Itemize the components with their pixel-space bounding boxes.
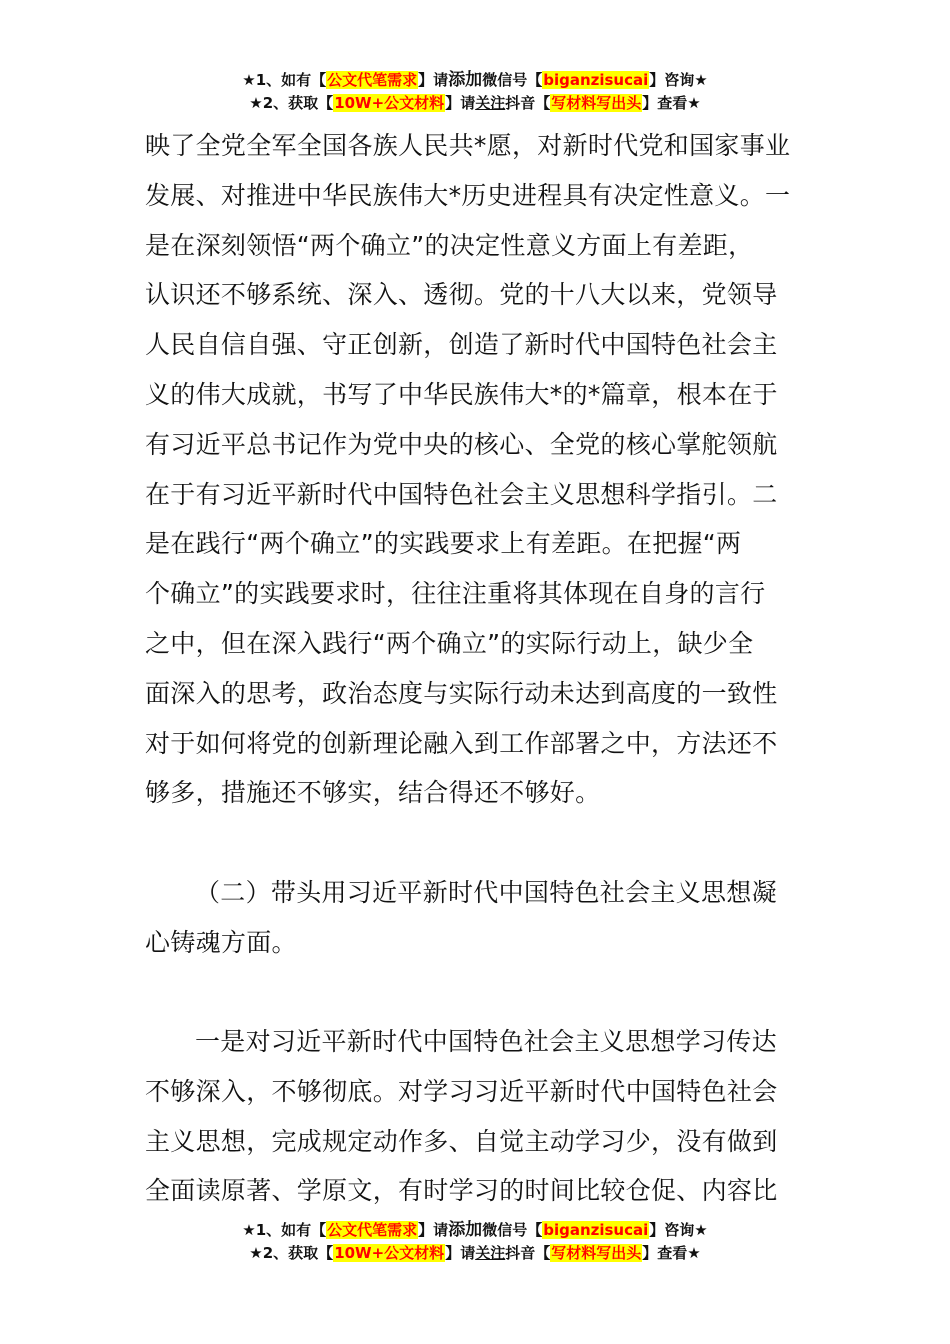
- text-line: 之中，但在深入践行“两个确立”的实际行动上，缺少全: [145, 628, 754, 658]
- text-line: 全面读原著、学原文，有时学习的时间比较仓促、内容比: [145, 1176, 778, 1206]
- banner-line-2: ★2、获取【10W+公文材料】请关注抖音【写材料写出头】查看★: [249, 94, 701, 112]
- banner-douyin-id: 写材料写出头: [551, 94, 642, 112]
- text-line: 发展、对推进中华民族伟大*历史进程具有决定性意义。一: [145, 180, 791, 210]
- text-line: 个确立”的实践要求时，往往注重将其体现在自身的言行: [145, 579, 766, 609]
- banner-highlight: 公文代笔需求: [327, 71, 418, 89]
- text-line: 一是对习近平新时代中国特色社会主义思想学习传达: [195, 1027, 777, 1056]
- banner-wechat-id: biganzisucai: [543, 71, 649, 89]
- banner-wechat-id: biganzisucai: [543, 1221, 649, 1239]
- banner-line-2: ★2、获取【10W+公文材料】请关注抖音【写材料写出头】查看★: [249, 1244, 701, 1262]
- header-banner: [0, 69, 950, 115]
- banner-highlight: 10W+公文材料: [334, 1244, 445, 1262]
- text-line: 人民自信自强、守正创新，创造了新时代中国特色社会主: [145, 330, 778, 360]
- text-line: 是在深刻领悟“两个确立”的决定性意义方面上有差距，: [145, 230, 754, 260]
- text-line: 认识还不够系统、深入、透彻。党的十八大以来，党领导: [145, 280, 778, 310]
- paragraph-2: [145, 1017, 810, 1216]
- text-line: 义的伟大成就，书写了中华民族伟大*的*篇章，根本在于: [145, 379, 778, 409]
- text-line: 面深入的思考，政治态度与实际行动未达到高度的一致性: [145, 678, 778, 708]
- section-heading: [145, 868, 810, 968]
- text-line: 在于有习近平新时代中国特色社会主义思想科学指引。二: [145, 479, 778, 509]
- text-line: 映了全党全军全国各族人民共*愿，对新时代党和国家事业: [145, 131, 791, 160]
- banner-douyin-id: 写材料写出头: [551, 1244, 642, 1262]
- banner-highlight: 公文代笔需求: [327, 1221, 418, 1239]
- heading-line: （二）带头用习近平新时代中国特色社会主义思想凝: [195, 878, 777, 907]
- banner-line-1: ★1、如有【公文代笔需求】请添加微信号【biganzisucai】咨询★: [242, 1220, 708, 1240]
- text-line: 对于如何将党的创新理论融入到工作部署之中，方法还不: [145, 728, 778, 758]
- paragraph-1: [145, 121, 810, 818]
- text-line: 主义思想，完成规定动作多、自觉主动学习少，没有做到: [145, 1126, 778, 1156]
- text-line: 有习近平总书记作为党中央的核心、全党的核心掌舵领航: [145, 429, 778, 459]
- footer-banner: [0, 1219, 950, 1265]
- text-line: 不够深入，不够彻底。对学习习近平新时代中国特色社会: [145, 1076, 778, 1106]
- text-line: 够多，措施还不够实，结合得还不够好。: [145, 778, 601, 808]
- text-line: 是在践行“两个确立”的实践要求上有差距。在把握“两: [145, 529, 742, 559]
- heading-line: 心铸魂方面。: [145, 927, 297, 957]
- banner-line-1: ★1、如有【公文代笔需求】请添加微信号【biganzisucai】咨询★: [242, 70, 708, 90]
- banner-highlight: 10W+公文材料: [334, 94, 445, 112]
